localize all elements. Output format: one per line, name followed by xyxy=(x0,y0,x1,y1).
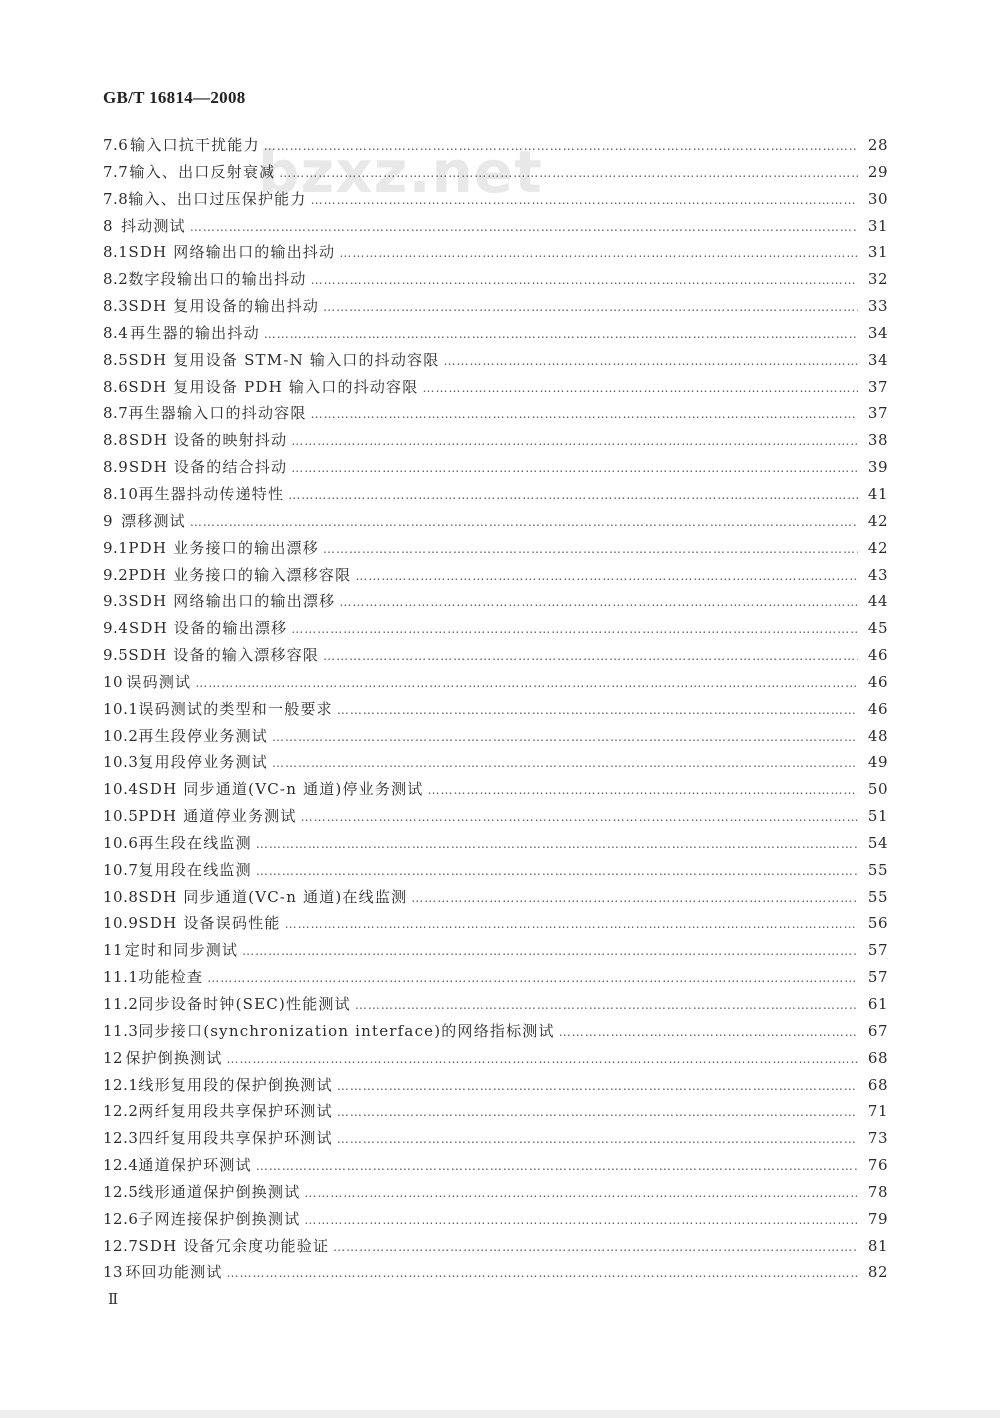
toc-dot-leader xyxy=(304,1180,858,1207)
toc-entry-page: 39 xyxy=(867,458,888,477)
toc-entry-title: 再生段停业务测试 xyxy=(138,726,269,745)
toc-entry-page: 56 xyxy=(867,914,888,933)
toc-dot-leader xyxy=(427,777,858,804)
toc-entry xyxy=(103,642,888,669)
toc-entry-title: 误码测试的类型和一般要求 xyxy=(138,699,333,718)
toc-entry-number: 8.7 xyxy=(103,404,129,423)
toc-entry-title: 数字段输出口的输出抖动 xyxy=(128,270,307,289)
toc-dot-leader xyxy=(272,750,858,777)
toc-entry-number: 7.7 xyxy=(103,162,129,181)
toc-entry-page: 71 xyxy=(867,1102,888,1121)
toc-entry-number: 10.5 xyxy=(103,807,139,826)
toc-entry-number: 10.1 xyxy=(103,699,139,718)
toc-entry-number: 9.5 xyxy=(103,646,129,665)
toc-entry-number: 7.8 xyxy=(103,189,129,208)
toc-entry-page: 30 xyxy=(867,189,888,208)
watermark-text: bzxz.net xyxy=(258,138,543,206)
toc-entry-number: 8.4 xyxy=(103,323,129,342)
toc-entry-title: 再生器的输出抖动 xyxy=(130,323,260,342)
toc-entry-title: SDH 复用设备 STM-N 输入口的抖动容限 xyxy=(128,350,440,369)
toc-dot-leader xyxy=(355,992,858,1019)
toc-entry-number: 12 xyxy=(103,1048,124,1067)
toc-entry-page: 45 xyxy=(867,619,888,638)
toc-entry-number: 9.4 xyxy=(103,619,129,638)
toc-dot-leader xyxy=(227,1260,858,1287)
toc-entry-page: 32 xyxy=(867,270,888,289)
toc-entry-title: 通道保护环测试 xyxy=(138,1156,252,1175)
toc-entry-title: 复用段在线监测 xyxy=(138,860,252,879)
toc-dot-leader xyxy=(422,375,858,402)
toc-entry-title: SDH 网络输出口的输出漂移 xyxy=(128,592,336,611)
toc-entry-number: 12.2 xyxy=(103,1102,139,1121)
toc-entry-number: 10 xyxy=(103,672,124,691)
toc-dot-leader xyxy=(272,724,858,751)
toc-entry-page: 33 xyxy=(867,297,888,316)
toc-entry-number: 10.7 xyxy=(103,860,139,879)
toc-entry-title: 误码测试 xyxy=(126,672,192,691)
toc-dot-leader xyxy=(227,1046,858,1073)
toc-entry-title: 再生段在线监测 xyxy=(138,833,252,852)
toc-entry-number: 12.3 xyxy=(103,1129,139,1148)
toc-entry-page: 81 xyxy=(867,1236,888,1255)
toc-dot-leader xyxy=(333,1234,858,1261)
toc-entry-page: 61 xyxy=(867,995,888,1013)
toc-entry-page: 55 xyxy=(867,860,888,879)
toc-entry xyxy=(103,293,888,320)
toc-entry-number: 8.2 xyxy=(103,270,129,289)
toc-entry-title: SDH 同步通道(VC-n 通道)停业务测试 xyxy=(138,780,424,799)
toc-dot-leader xyxy=(339,240,858,267)
toc-entry-page: 46 xyxy=(867,699,888,718)
toc-entry-number: 11.3 xyxy=(103,1021,139,1040)
toc-dot-leader xyxy=(256,1153,858,1180)
toc-entry-number: 8.3 xyxy=(103,297,129,316)
toc-entry-title: SDH 设备冗余度功能验证 xyxy=(138,1236,330,1255)
toc-entry-page: 38 xyxy=(867,431,888,450)
toc-entry-number: 8.9 xyxy=(103,458,129,477)
toc-entry-title: 线形复用段的保护倒换测试 xyxy=(138,1075,333,1094)
toc-dot-leader xyxy=(337,1126,858,1153)
toc-dot-leader xyxy=(279,160,858,187)
toc-entry-title: SDH 复用设备的输出抖动 xyxy=(128,297,320,316)
toc-entry-title: SDH 复用设备 PDH 输入口的抖动容限 xyxy=(128,377,419,396)
toc-dot-leader xyxy=(323,536,858,563)
toc-entry xyxy=(103,535,888,562)
toc-entry xyxy=(103,347,888,374)
toc-entry xyxy=(103,884,888,911)
toc-dot-leader xyxy=(264,133,858,160)
toc-dot-leader xyxy=(291,428,858,455)
toc-dot-leader xyxy=(291,455,858,482)
toc-dot-leader xyxy=(311,401,858,428)
toc-entry-number: 12.1 xyxy=(103,1075,139,1094)
toc-entry-title: SDH 网络输出口的输出抖动 xyxy=(128,243,336,262)
toc-dot-leader xyxy=(190,509,858,536)
toc-dot-leader xyxy=(195,670,858,697)
toc-dot-leader xyxy=(288,482,858,509)
toc-entry-page: 50 xyxy=(867,780,888,799)
toc-entry-page: 68 xyxy=(867,1075,888,1094)
toc-entry-page: 68 xyxy=(867,1048,888,1067)
toc-entry xyxy=(103,696,888,723)
toc-entry xyxy=(103,1125,888,1152)
toc-dot-leader xyxy=(291,616,858,643)
toc-entry-title: PDH 业务接口的输入漂移容限 xyxy=(128,565,352,584)
toc-entry xyxy=(103,320,888,347)
toc-entry-number: 13 xyxy=(103,1263,124,1282)
toc-entry-number: 8.1 xyxy=(103,243,129,262)
toc-entry-number: 8.10 xyxy=(103,484,139,503)
toc-entry-number: 10.4 xyxy=(103,780,139,799)
toc-entry xyxy=(103,481,888,508)
toc-entry-number: 10.2 xyxy=(103,726,139,745)
toc-entry-title: 保护倒换测试 xyxy=(125,1048,223,1067)
toc-entry-number: 8.8 xyxy=(103,431,129,450)
toc-entry-number: 12.7 xyxy=(103,1236,139,1255)
toc-entry-page: 49 xyxy=(867,753,888,772)
toc-entry-title: PDH 业务接口的输出漂移 xyxy=(128,538,319,557)
toc-entry-number: 12.6 xyxy=(103,1209,139,1228)
toc-entry xyxy=(103,454,888,481)
toc-entry xyxy=(103,615,888,642)
toc-dot-leader xyxy=(256,831,858,858)
toc-entry-title: PDH 通道停业务测试 xyxy=(138,807,297,826)
toc-entry-page: 41 xyxy=(867,484,888,503)
toc-entry xyxy=(103,374,888,401)
toc-entry-page: 43 xyxy=(867,565,888,584)
toc-entry xyxy=(103,830,888,857)
toc-dot-leader xyxy=(559,1019,858,1046)
toc-entry-page: 31 xyxy=(867,243,888,262)
toc-dot-leader xyxy=(311,187,858,214)
toc-dot-leader xyxy=(301,804,858,831)
toc-entry-title: 复用段停业务测试 xyxy=(138,753,269,772)
toc-dot-leader xyxy=(285,911,858,938)
toc-entry-number: 12.4 xyxy=(103,1156,139,1175)
toc-entry xyxy=(103,1259,888,1286)
toc-entry-title: 再生器输入口的抖动容限 xyxy=(128,404,307,423)
toc-entry xyxy=(103,910,888,937)
toc-entry-page: 29 xyxy=(867,162,888,181)
toc-dot-leader xyxy=(337,1099,858,1126)
toc-dot-leader xyxy=(339,589,858,616)
toc-entry xyxy=(103,186,888,213)
table-of-contents xyxy=(103,132,888,1286)
toc-entry-title: 两纤复用段共享保护环测试 xyxy=(138,1102,333,1121)
toc-entry xyxy=(103,427,888,454)
toc-entry-title: 线形通道保护倒换测试 xyxy=(138,1182,301,1201)
toc-entry xyxy=(103,1018,888,1045)
toc-entry xyxy=(103,132,888,159)
toc-entry xyxy=(103,239,888,266)
toc-entry xyxy=(103,562,888,589)
toc-entry-title: SDH 同步通道(VC-n 通道)在线监测 xyxy=(138,887,408,906)
toc-entry-page: 82 xyxy=(867,1263,888,1282)
toc-entry xyxy=(103,803,888,830)
toc-entry xyxy=(103,723,888,750)
toc-dot-leader xyxy=(355,563,858,590)
toc-entry-page: 57 xyxy=(867,968,888,987)
toc-entry-title: 输入、出口反射衰减 xyxy=(129,162,276,181)
toc-dot-leader xyxy=(264,321,858,348)
toc-entry-page: 76 xyxy=(867,1156,888,1175)
toc-entry-number: 11.2 xyxy=(103,995,139,1013)
toc-entry-page: 34 xyxy=(867,323,888,342)
toc-entry-page: 34 xyxy=(867,350,888,369)
toc-entry-title: 四纤复用段共享保护环测试 xyxy=(138,1129,333,1148)
toc-dot-leader xyxy=(207,965,858,992)
toc-entry xyxy=(103,991,888,1018)
toc-dot-leader xyxy=(311,267,858,294)
toc-entry-number: 11 xyxy=(103,941,124,960)
toc-entry xyxy=(103,749,888,776)
toc-entry-title: 环回功能测试 xyxy=(125,1263,223,1282)
toc-entry xyxy=(103,776,888,803)
toc-entry-title: 再生器抖动传递特性 xyxy=(138,484,285,503)
toc-dot-leader xyxy=(323,643,858,670)
toc-entry xyxy=(103,159,888,186)
toc-entry-number: 9.2 xyxy=(103,565,129,584)
toc-entry-number: 10.6 xyxy=(103,833,139,852)
page-bottom-edge xyxy=(0,1410,1000,1418)
toc-entry-title: SDH 设备的输出漂移 xyxy=(128,619,288,638)
toc-entry-number: 8.5 xyxy=(103,350,129,369)
toc-entry-page: 73 xyxy=(867,1129,888,1148)
toc-entry xyxy=(103,1045,888,1072)
toc-entry xyxy=(103,937,888,964)
toc-entry-title: SDH 设备的输入漂移容限 xyxy=(128,646,320,665)
toc-entry-page: 55 xyxy=(867,887,888,906)
toc-entry-page: 46 xyxy=(867,646,888,665)
toc-entry-title: 输入、出口过压保护能力 xyxy=(128,189,307,208)
toc-entry xyxy=(103,1072,888,1099)
toc-entry xyxy=(103,964,888,991)
standard-code-header: GB/T 16814—2008 xyxy=(103,88,246,107)
toc-entry xyxy=(103,1179,888,1206)
toc-entry-title: 功能检查 xyxy=(138,968,204,987)
toc-dot-leader xyxy=(411,885,858,912)
toc-dot-leader xyxy=(256,858,858,885)
toc-entry-page: 37 xyxy=(867,404,888,423)
toc-entry-page: 31 xyxy=(867,216,888,235)
toc-entry-number: 9.1 xyxy=(103,538,129,557)
toc-entry xyxy=(103,266,888,293)
toc-entry-number: 7.6 xyxy=(103,136,129,154)
toc-entry-title: 输入口抗干扰能力 xyxy=(130,136,260,154)
toc-dot-leader xyxy=(242,938,858,965)
toc-entry xyxy=(103,1152,888,1179)
toc-entry xyxy=(103,400,888,427)
toc-entry-number: 9 xyxy=(103,511,114,530)
toc-entry-number: 10.9 xyxy=(103,914,139,933)
toc-entry-page: 42 xyxy=(867,538,888,557)
toc-dot-leader xyxy=(337,1073,858,1100)
page-number: Ⅱ xyxy=(108,1290,119,1308)
toc-entry-page: 78 xyxy=(867,1182,888,1201)
toc-dot-leader xyxy=(443,348,858,375)
toc-entry xyxy=(103,669,888,696)
toc-entry-title: 漂移测试 xyxy=(121,511,186,530)
toc-entry-page: 28 xyxy=(867,136,888,154)
toc-entry-page: 79 xyxy=(867,1209,888,1228)
toc-entry-title: 同步接口(synchronization interface)的网络指标测试 xyxy=(138,1021,555,1040)
toc-entry-title: SDH 设备误码性能 xyxy=(138,914,281,933)
toc-entry-page: 57 xyxy=(867,941,888,960)
toc-dot-leader xyxy=(323,294,858,321)
toc-entry-title: SDH 设备的映射抖动 xyxy=(128,431,288,450)
toc-entry-page: 48 xyxy=(867,726,888,745)
toc-dot-leader xyxy=(190,214,858,241)
toc-dot-leader xyxy=(337,697,858,724)
toc-entry-number: 10.3 xyxy=(103,753,139,772)
toc-entry-title: 同步设备时钟(SEC)性能测试 xyxy=(138,995,351,1013)
toc-entry-number: 12.5 xyxy=(103,1182,139,1201)
toc-entry-page: 37 xyxy=(867,377,888,396)
toc-entry-page: 42 xyxy=(867,511,888,530)
toc-entry xyxy=(103,1098,888,1125)
toc-entry-number: 10.8 xyxy=(103,887,139,906)
toc-entry-page: 51 xyxy=(867,807,888,826)
toc-entry xyxy=(103,508,888,535)
toc-entry-number: 11.1 xyxy=(103,968,139,987)
toc-entry-title: 子网连接保护倒换测试 xyxy=(138,1209,301,1228)
toc-entry-page: 54 xyxy=(867,833,888,852)
toc-entry-number: 8 xyxy=(103,216,114,235)
toc-entry xyxy=(103,1206,888,1233)
toc-entry-number: 8.6 xyxy=(103,377,129,396)
toc-entry-page: 67 xyxy=(867,1021,888,1040)
toc-entry-number: 9.3 xyxy=(103,592,129,611)
toc-entry-title: SDH 设备的结合抖动 xyxy=(128,458,288,477)
toc-entry-title: 定时和同步测试 xyxy=(124,941,239,960)
toc-entry xyxy=(103,213,888,240)
toc-entry-page: 44 xyxy=(867,592,888,611)
toc-entry xyxy=(103,1233,888,1260)
toc-entry-title: 抖动测试 xyxy=(121,216,186,235)
toc-entry xyxy=(103,588,888,615)
toc-entry-page: 46 xyxy=(867,672,888,691)
toc-entry xyxy=(103,857,888,884)
toc-dot-leader xyxy=(304,1207,858,1234)
